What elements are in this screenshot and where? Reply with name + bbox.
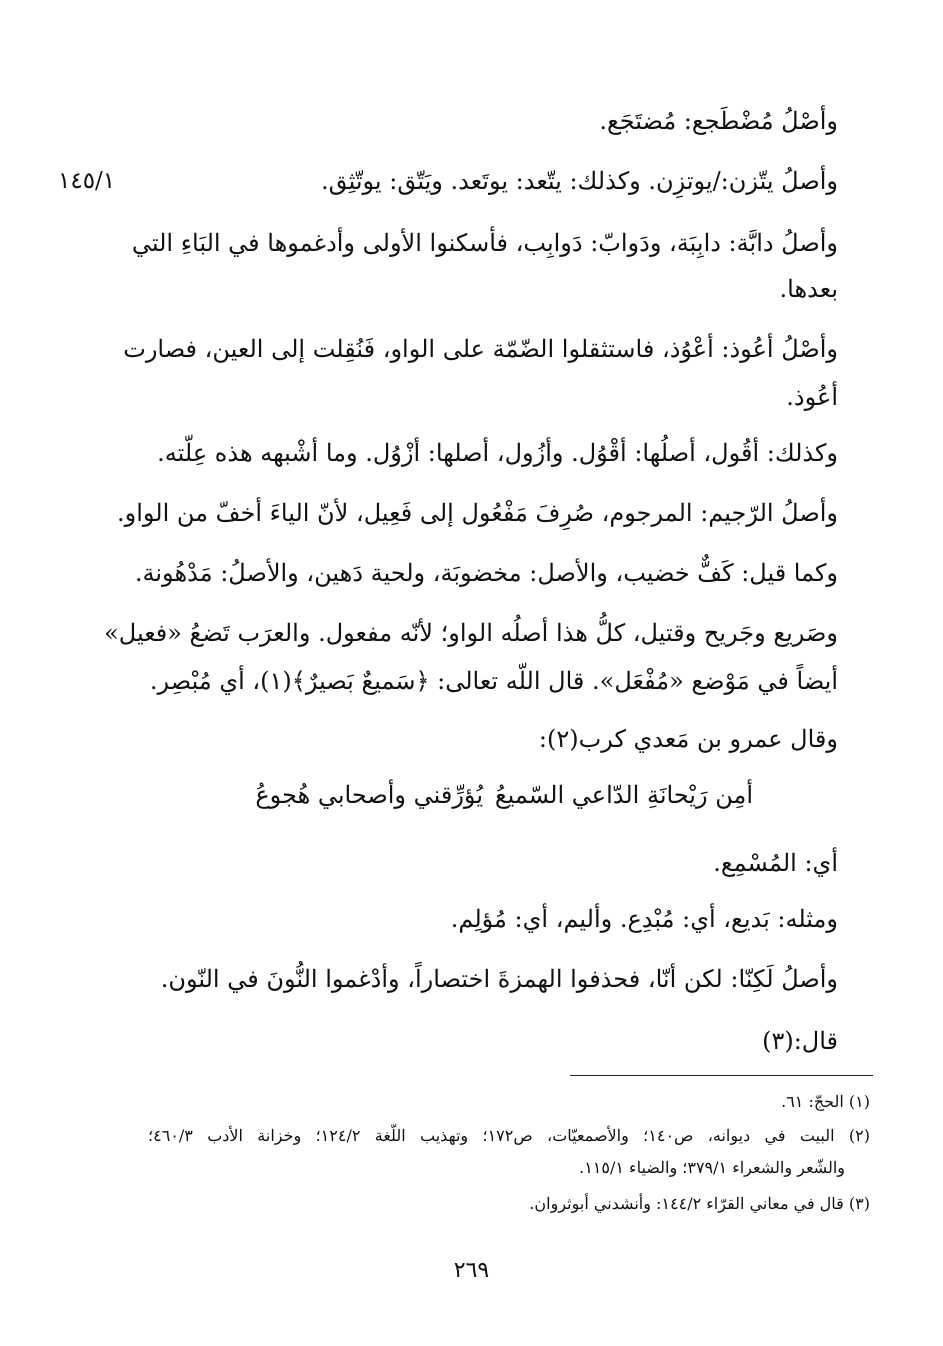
body-line-15: وأصلُ لَكِنّا: لكن أنّا، فحذفوا الهمزةَ اختصاراً، وأدْغموا النُّونَ في النّون. <box>160 965 838 993</box>
body-line-2: وأصلُ يتّزن:/يوتزِن. وكذلك: يتّعد: يوتَعد. ويَتّق: يوتّثِق. <box>320 167 838 195</box>
verse-hemistich-1: أمِن رَيْحانَةِ الدّاعي السّميعُ <box>494 781 753 809</box>
body-line-13: أي: المُسْمِع. <box>713 849 838 877</box>
body-line-1: وأصْلُ مُضْطَجع: مُضتَجَع. <box>599 107 838 135</box>
body-line-14: ومثله: بَديع، أي: مُبْدِع. وأليم، أي: مُؤلِم. <box>450 905 838 933</box>
verse-hemistich-2: يُؤرِّقني وأصحابي هُجوعُ <box>255 781 483 809</box>
body-line-11: أيضاً في مَوْضع «مُفْعَل». قال اللّه تعالى: ﴿سَميعٌ بَصيرٌ﴾(١)، أي مُبْصِر. <box>149 667 838 695</box>
body-line-9: وكما قيل: كَفٌّ خضيب، والأصل: مخضوبَة، ولحية دَهين، والأصلُ: مَدْهُونة. <box>134 559 838 587</box>
margin-reference: ١٤٥/١ <box>58 168 116 194</box>
body-line-6: أعُوذ. <box>786 383 838 411</box>
body-line-3: وأصلُ دابَّة: دابِبَة، ودَوابّ: دَوابِب، فأسكنوا الأولى وأدغموها في البَاءِ التي <box>131 229 838 257</box>
footnote-1: (١) الحجّ: ٦١. <box>781 1092 870 1111</box>
body-line-16: قال:(٣) <box>762 1027 838 1055</box>
footnote-separator <box>570 1075 873 1076</box>
body-line-8: وأصلُ الرّجيم: المرجوم، صُرِفَ مَفْعُول إلى فَعِيل، لأنّ الياءَ أخفّ من الواو. <box>116 499 838 527</box>
footnote-3: (٣) قال في معاني القرّاء ١٤٤/٢: وأنشدني أبوثروان. <box>529 1194 870 1213</box>
footnote-2-continued: والشّعر والشعراء ٣٧٩/١؛ والضياء ١١٥/١. <box>579 1158 845 1177</box>
body-line-4: بعدها. <box>779 275 838 303</box>
footnote-2: (٢) البيت في ديوانه، ص١٤٠؛ والأصمعيّات، ص١٧٢؛ وتهذيب اللّغة ١٢٤/٢؛ وخزانة الأدب ٤٦٠/٣؛ <box>148 1126 871 1145</box>
page-number: ٢٦٩ <box>453 1258 490 1283</box>
body-line-5: وأصْلُ أعُوذ: أعْوُذ، فاستثقلوا الضّمّة على الواو، فَنُقِلت إلى العين، فصارت <box>123 335 838 363</box>
body-line-10: وصَريع وجَريح وقتيل، كلُّ هذا أصلُه الواو؛ لأنّه مفعول. والعرَب تَضعُ «فعيل» <box>104 619 838 647</box>
body-line-7: وكذلك: أقُول، أصلُها: أقْوُل. وأزُول، أصلها: أزْوُل. وما أشْبهه هذه عِلّته. <box>157 439 838 467</box>
body-line-12: وقال عمرو بن مَعدي كرب(٢): <box>538 725 838 753</box>
